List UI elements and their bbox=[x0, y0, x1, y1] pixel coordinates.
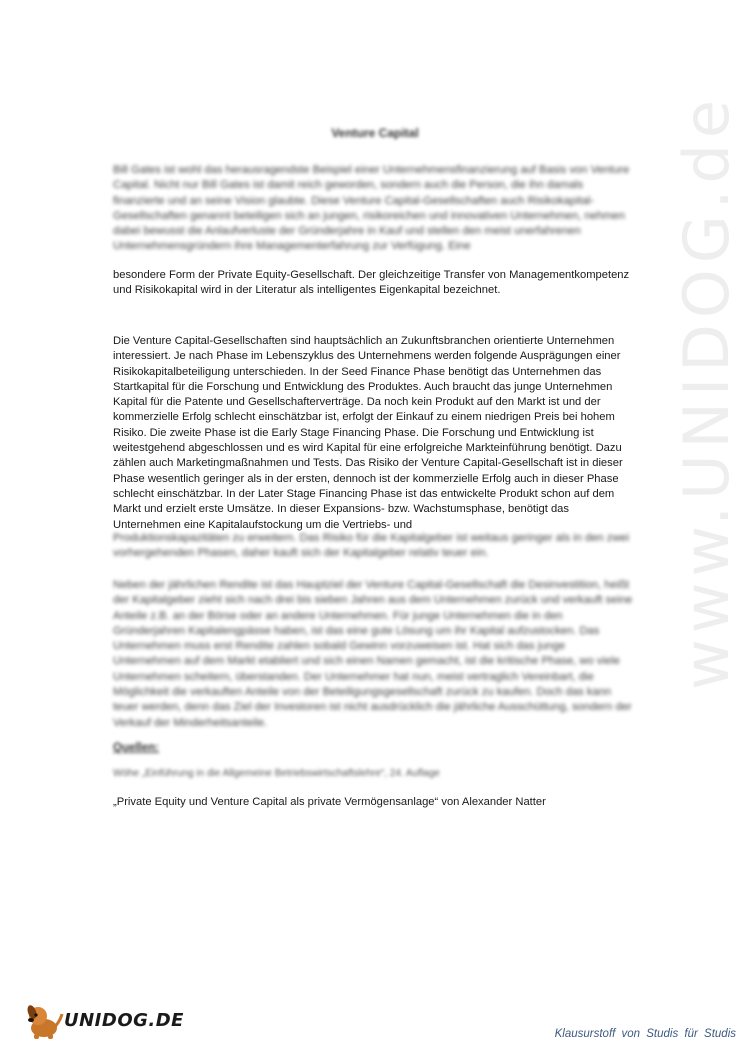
logo-text: UNIDOG.DE bbox=[64, 1010, 184, 1031]
dog-icon bbox=[24, 1000, 66, 1040]
footer-tagline: Klausurstoff von Studis für Studis bbox=[554, 1028, 736, 1040]
paragraph-text: Neben der jährlichen Rendite ist das Hauptziel der Venture Capital-Gesellschaft die Desinvestition, heißt der Kapitalgeber zieht sich nach drei bis sieben Jahren aus dem Unternehmen zurück und verkauft seine Anteile z.B. an der Börse oder an andere Unternehmen. Für junge Unternehmen die in den Gründerjahren Kapitalengpässe haben, ist das eine gute Lösung um ihr Kapital aufzustocken. Das Unternehmen muss erst Rendite zahlen sobald Gewinn vorzuweisen ist. Hat sich das junge Unternehmen auf dem Markt etabliert und sich einen Namen gemacht, ist die kritische Phase, wo viele Unternehmen scheitern, überstanden. Der Unternehmer hat nun, meist vertraglich Vereinbart, die Möglichkeit die verkauften Anteile von der Beteiligungsgesellschaft zurück zu kaufen. Doch das kann teuer werden, denn das Ziel der Investoren ist nicht ausdrücklich die jährliche Ausschüttung, sondern der Verkauf der Minderheitsanteile. bbox=[113, 579, 633, 729]
paragraph-1-visible bbox=[113, 268, 633, 299]
paragraph-text: besondere Form der Private Equity-Gesellschaft. Der gleichzeitige Transfer von Managementkompetenz und Risikokapital wird in der Literatur als intelligentes Eigenkapital bezeichnet. bbox=[113, 269, 630, 297]
paragraph-text: Bill Gates ist wohl das herausragendste Beispiel einer Unternehmensfinanzierung auf Basis von Venture Capital. Nicht nur Bill Gates ist damit reich geworden, sondern auch die Person, die ihn damals finanzierte und an seine Vision glaubte. Diese Venture Capital-Gesellschaften auch Risikokapital-Gesellschaften genannt beteiligen sich an jungen, risikoreichen und innovativen Unternehmen, nehmen dabei bewusst die Anlaufverluste der Gründerjahre in Kauf und stellen den meist unerfahrenen Unternehmensgründern ihre Managementerfahrung zur Verfügung. Eine bbox=[113, 164, 630, 253]
paragraph-text: Produktionskapazitäten zu erweitern. Das Risiko für die Kapitalgeber ist weitaus geringer als in den zwei vorhergehenden Phasen, daher kauft sich der Kapitalgeber relativ teuer ein. bbox=[113, 532, 630, 560]
sources-heading: Quellen: bbox=[113, 742, 160, 754]
source-entry-2: „Private Equity und Venture Capital als private Vermögensanlage“ von Alexander Natter bbox=[113, 796, 546, 808]
paragraph-2-visible bbox=[113, 334, 633, 533]
watermark-text: www.UNIDOG.de bbox=[670, 94, 743, 690]
unidog-logo bbox=[24, 1000, 184, 1040]
paragraph-text: Die Venture Capital-Gesellschaften sind hauptsächlich an Zukunftsbranchen orientierte Unternehmen interessiert. Je nach Phase im Lebenszyklus des Unternehmens werden folgende Ausprägungen einer Risikokapitalbeteiligung unterschieden. In der Seed Finance Phase benötigt das Unternehmen das Startkapital für die Forschung und Entwicklung des Produktes. Auch braucht das junge Unternehmen Kapital für die Patente und Gesellschafterverträge. Da noch kein Produkt auf den Markt ist und der kommerzielle Erfolg schlecht einschätzbar ist, erfolgt der Einkauf zu einem niedrigen Preis bei hohem Risiko. Die zweite Phase ist die Early Stage Financing Phase. Die Forschung und Entwicklung ist weitestgehend abgeschlossen und es wird Kapital für eine erfolgreiche Markteinführung benötigt. Dazu zählen auch Marketingmaßnahmen und Tests. Das Risiko der Venture Capital-Gesellschaft ist in dieser Phase wesentlich geringer als in der ersten, dennoch ist der kommerzielle Erfolg auch in dieser Phase schlecht einschätzbar. In der Later Stage Financing Phase ist das entwickelte Produkt schon auf dem Markt und erzielt erste Umsätze. In dieser Expansions- bzw. Wachstumsphase, benötigt das Unternehmen eine Kapitalaufstockung um die Vertriebs- und bbox=[113, 335, 623, 531]
paragraph-3-blurred bbox=[113, 578, 633, 731]
paragraph-1-blurred bbox=[113, 163, 633, 255]
document-title: Venture Capital bbox=[331, 126, 419, 140]
paragraph-2-blurred bbox=[113, 531, 633, 562]
source-entry-1: Wöhe „Einführung in die Allgemeine Betriebswirtschaftslehre“, 24. Auflage bbox=[113, 768, 440, 779]
